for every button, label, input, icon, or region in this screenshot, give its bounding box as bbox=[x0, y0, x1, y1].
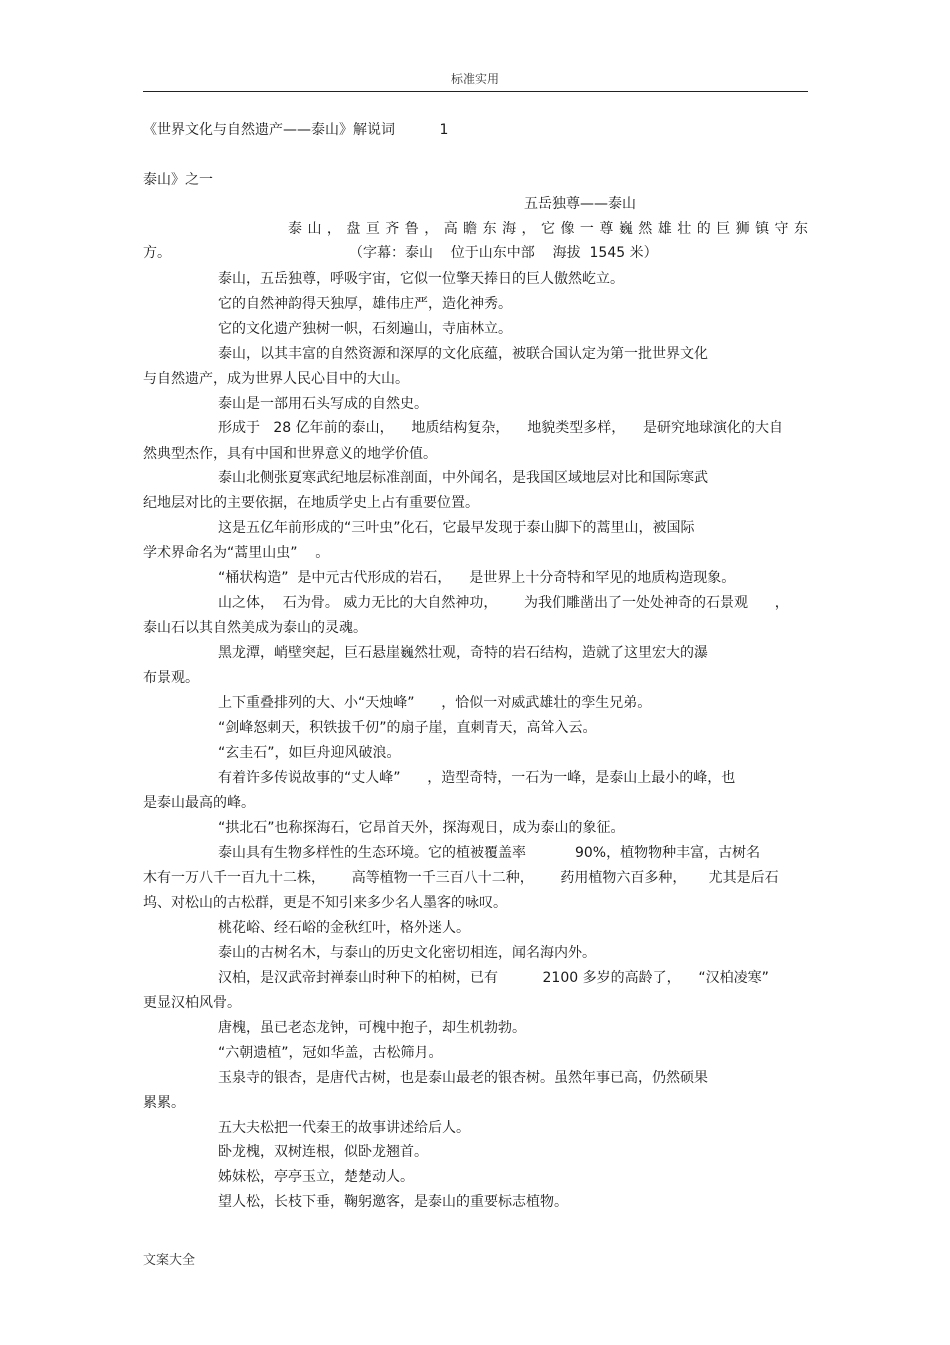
paragraph-line: 方。 （字幕：泰山 位于山东中部 海拔 1545 米） bbox=[143, 245, 658, 261]
paragraph-line: 布景观。 bbox=[143, 670, 199, 686]
paragraph-line: 学术界命名为“蒿里山虫” 。 bbox=[143, 545, 330, 561]
paragraph-line: 卧龙槐，双树连根，似卧龙翘首。 bbox=[218, 1144, 428, 1160]
paragraph-line: 泰山具有生物多样性的生态环境。它的植被覆盖率 90%，植物物种丰富，古树名 bbox=[218, 845, 761, 861]
paragraph-line: 泰山，五岳独尊，呼吸宇宙，它似一位擎天捧日的巨人傲然屹立。 bbox=[218, 271, 624, 287]
doc-title-line: 《世界文化与自然遗产——泰山》解说词 1 bbox=[143, 122, 449, 138]
paragraph-line: 泰山，以其丰富的自然资源和深厚的文化底蕴，被联合国认定为第一批世界文化 bbox=[218, 346, 708, 362]
paragraph-line: 唐槐，虽已老态龙钟，可槐中抱子，却生机勃勃。 bbox=[218, 1020, 526, 1036]
paragraph-line: 与自然遗产，成为世界人民心目中的大山。 bbox=[143, 371, 409, 387]
paragraph-line: 泰山北侧张夏寒武纪地层标准剖面，中外闻名，是我国区域地层对比和国际寒武 bbox=[218, 470, 708, 486]
paragraph-line: 望人松，长枝下垂，鞠躬邀客，是泰山的重要标志植物。 bbox=[218, 1194, 568, 1210]
page-footer: 文案大全 bbox=[143, 1253, 196, 1268]
paragraph-line: 山之体， 石为骨。 威力无比的大自然神功， 为我们雕凿出了一处处神奇的石景观 ， bbox=[218, 595, 789, 611]
header-divider bbox=[143, 91, 808, 92]
paragraph-line: 坞、对松山的古松群，更是不知引来多少名人墨客的咏叹。 bbox=[143, 895, 507, 911]
paragraph-line: “剑峰怒刺天，积铁拔千仞”的扇子崖，直刺青天，高耸入云。 bbox=[218, 720, 597, 736]
paragraph-line: 这是五亿年前形成的“三叶虫”化石，它最早发现于泰山脚下的蒿里山，被国际 bbox=[218, 520, 695, 536]
paragraph-line: 它的文化遗产独树一帜，石刻遍山，寺庙林立。 bbox=[218, 321, 512, 337]
section-title: 五岳独尊——泰山 bbox=[524, 196, 636, 212]
paragraph-line: 黑龙潭，峭壁突起，巨石悬崖巍然壮观，奇特的岩石结构，造就了这里宏大的瀑 bbox=[218, 645, 708, 661]
paragraph-line: 更显汉柏风骨。 bbox=[143, 995, 241, 1011]
paragraph-line: “桶状构造” 是中元古代形成的岩石， 是世界上十分奇特和罕见的地质构造现象。 bbox=[218, 570, 736, 586]
paragraph-line: 是泰山最高的峰。 bbox=[143, 795, 255, 811]
page-header: 标准实用 bbox=[450, 72, 499, 86]
paragraph-line: “玄圭石”，如巨舟迎风破浪。 bbox=[218, 745, 401, 761]
paragraph-line: 姊妹松，亭亭玉立，楚楚动人。 bbox=[218, 1169, 414, 1185]
doc-subtitle-line: 泰山》之一 bbox=[143, 172, 213, 188]
paragraph-line: 木有一万八千一百九十二株， 高等植物一千三百八十二种， 药用植物六百多种， 尤其是后石 bbox=[143, 870, 779, 886]
paragraph-line: 泰山石以其自然美成为泰山的灵魂。 bbox=[143, 620, 367, 636]
paragraph-line: 上下重叠排列的大、小“天烛峰” ，恰似一对威武雄壮的孪生兄弟。 bbox=[218, 695, 652, 711]
paragraph-line: 泰山的古树名木，与泰山的历史文化密切相连，闻名海内外。 bbox=[218, 945, 596, 961]
paragraph-line: 五大夫松把一代秦王的故事讲述给后人。 bbox=[218, 1120, 470, 1136]
paragraph-line: 汉柏，是汉武帝封禅泰山时种下的柏树，已有 2100 多岁的高龄了， “汉柏凌寒” bbox=[218, 970, 769, 986]
paragraph-line: 桃花峪、经石峪的金秋红叶，格外迷人。 bbox=[218, 920, 470, 936]
paragraph-line: 有着许多传说故事的“丈人峰” ，造型奇特，一石为一峰，是泰山上最小的峰，也 bbox=[218, 770, 736, 786]
paragraph-line: “六朝遗植”，冠如华盖，古松筛月。 bbox=[218, 1045, 443, 1061]
paragraph-line: 玉泉寺的银杏，是唐代古树，也是泰山最老的银杏树。虽然年事已高，仍然硕果 bbox=[218, 1070, 708, 1086]
paragraph-line: 累累。 bbox=[143, 1095, 185, 1111]
paragraph-line: 然典型杰作，具有中国和世界意义的地学价值。 bbox=[143, 446, 437, 462]
paragraph-line: 形成于 28 亿年前的泰山， 地质结构复杂， 地貌类型多样， 是研究地球演化的大自 bbox=[218, 420, 784, 436]
paragraph-line: 泰山，盘亘齐鲁，高瞻东海，它像一尊巍然雄壮的巨狮镇守东 bbox=[288, 221, 808, 237]
paragraph-line: “拱北石”也称探海石，它昂首天外，探海观日，成为泰山的象征。 bbox=[218, 820, 625, 836]
paragraph-line: 它的自然神韵得天独厚，雄伟庄严，造化神秀。 bbox=[218, 296, 512, 312]
paragraph-line: 纪地层对比的主要依据，在地质学史上占有重要位置。 bbox=[143, 495, 479, 511]
paragraph-line: 泰山是一部用石头写成的自然史。 bbox=[218, 396, 428, 412]
